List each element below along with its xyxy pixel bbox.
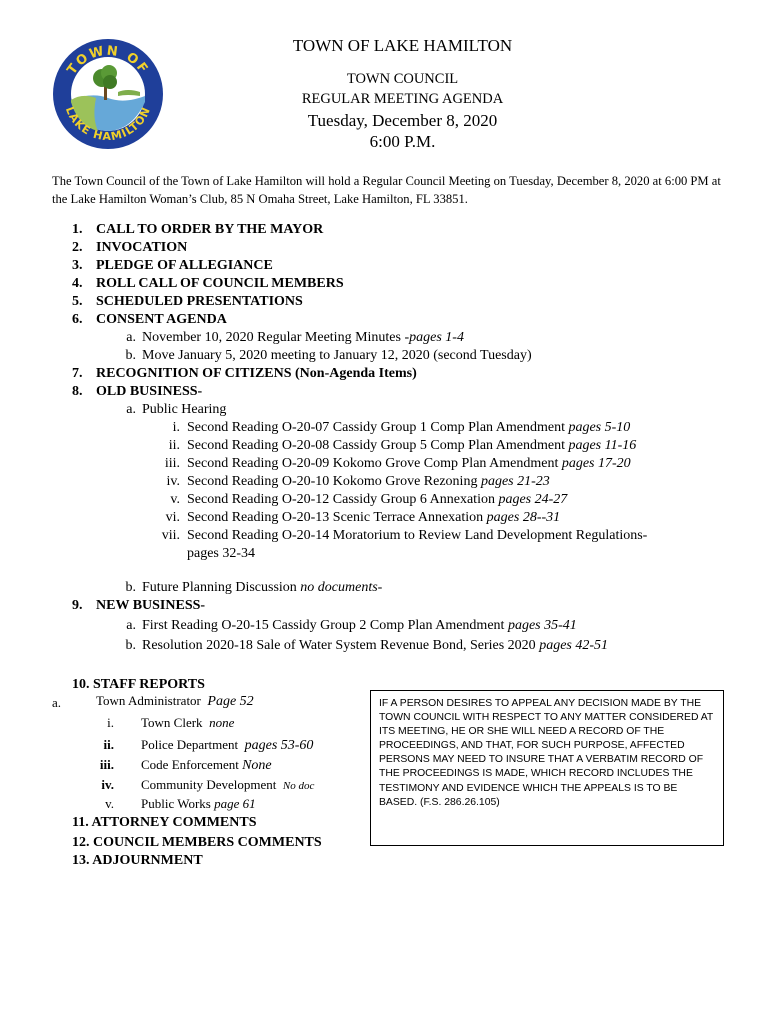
sub-letter: b. [125,638,136,653]
staff-roman: iii. [99,757,114,772]
adjournment: 13. ADJOURNMENT [72,853,203,868]
town-title: TOWN OF LAKE HAMILTON [292,36,513,55]
staff-roman: iv. [101,777,114,792]
item-number: 4. [72,276,83,291]
item-number: 8. [72,384,83,399]
staff-row-police: Police Department pages 53-60 [141,737,314,753]
item-presentations: SCHEDULED PRESENTATIONS [96,294,303,309]
sub-letter: b. [125,348,136,363]
roman-numeral: ii. [168,438,180,453]
meeting-date: Tuesday, December 8, 2020 [307,111,498,130]
reading-row: Second Reading O-20-07 Cassidy Group 1 Comp Plan Amendment pages 5-10 [187,420,631,435]
staff-row-town-clerk: Town Clerk none [141,715,235,730]
staff-letter: a. [52,695,62,710]
item-number: 9. [72,598,83,613]
roman-numeral: v. [170,492,180,507]
item-new-business: NEW BUSINESS- [96,598,206,613]
logo-text-bottom: LAKE HAMILTON [62,104,154,144]
reading-row: Second Reading O-20-09 Kokomo Grove Comp Plan Amendment pages 17-20 [187,456,631,471]
staff-reports-heading: 10. STAFF REPORTS [72,677,205,692]
consent-item-a: November 10, 2020 Regular Meeting Minutes -pages 1-4 [142,330,464,345]
attorney-comments: 11. ATTORNEY COMMENTS [72,815,257,830]
staff-row-community: Community Development No doc [141,777,315,792]
item-number: 5. [72,294,83,309]
logo-text-top: TOWN OF [64,43,152,78]
roman-numeral: vi. [165,510,180,525]
item-number: 1. [72,222,83,237]
roman-numeral: vii. [161,528,180,543]
reading-row: Second Reading O-20-14 Moratorium to Review Land Development Regulations- [187,528,648,543]
future-planning: Future Planning Discussion no documents- [142,580,383,595]
item-invocation: INVOCATION [96,240,188,255]
town-seal-logo [52,38,164,150]
council-title: TOWN COUNCIL [346,71,459,87]
staff-row-public-works: Public Works page 61 [141,796,256,811]
roman-numeral: iv. [166,474,180,489]
new-business-a: First Reading O-20-15 Cassidy Group 2 Comp Plan Amendment pages 35-41 [142,618,577,633]
meeting-time: 6:00 P.M. [369,132,436,151]
sub-letter: a. [126,330,136,345]
council-members-comments: 12. COUNCIL MEMBERS COMMENTS [72,835,322,850]
staff-roman: v. [105,796,114,811]
staff-roman: ii. [103,737,114,752]
item-number: 7. [72,366,83,381]
item-recognition: RECOGNITION OF CITIZENS (Non-Agenda Items) [96,366,417,381]
item-old-business: OLD BUSINESS- [96,384,203,399]
item-call-to-order: CALL TO ORDER BY THE MAYOR [96,222,324,237]
sub-letter: a. [126,402,136,417]
reading-row-continued: pages 32-34 [187,546,256,561]
item-number: 3. [72,258,83,273]
item-number: 2. [72,240,83,255]
reading-row: Second Reading O-20-08 Cassidy Group 5 Comp Plan Amendment pages 11-16 [187,438,637,453]
public-hearing: Public Hearing [142,402,227,417]
item-pledge: PLEDGE OF ALLEGIANCE [96,258,273,273]
new-business-b: Resolution 2020-18 Sale of Water System Revenue Bond, Series 2020 pages 42-51 [142,638,609,653]
agenda-title: REGULAR MEETING AGENDA [301,91,504,107]
reading-row: Second Reading O-20-10 Kokomo Grove Rezoning pages 21-23 [187,474,550,489]
town-administrator: Town Administrator Page 52 [96,693,254,709]
staff-roman: i. [107,715,114,730]
sub-letter: a. [126,618,136,633]
consent-item-b: Move January 5, 2020 meeting to January 12, 2020 (second Tuesday) [142,348,532,363]
roman-numeral: iii. [164,456,180,471]
roman-numeral: i. [172,420,180,435]
item-number: 6. [72,312,83,327]
staff-row-code: Code Enforcement None [141,757,272,773]
sub-letter: b. [125,580,136,595]
item-roll-call: ROLL CALL OF COUNCIL MEMBERS [96,276,344,291]
item-consent-agenda: CONSENT AGENDA [96,312,227,327]
reading-row: Second Reading O-20-13 Scenic Terrace Annexation pages 28--31 [187,510,561,525]
intro-paragraph: The Town Council of the Town of Lake Hamilton will hold a Regular Council Meeting on Tuesday, December 8, 2020 at 6:00 PM at the Lake Hamilton Woman’s Club, 85 N Omaha Street, Lake Hamilton, FL 33851. [52,174,721,206]
appeal-notice-box: IF A PERSON DESIRES TO APPEAL ANY DECISION MADE BY THE TOWN COUNCIL WITH RESPECT TO ANY MATTER CONSIDERED AT ITS MEETING, HE OR SHE WILL NEED A RECORD OF THE PROCEEDINGS, AND THAT, FOR SUCH PURPOSE, AFFECTED PERSONS MAY NEED TO INSURE THAT A VERBATIM RECORD OF THE PROCEEDINGS IS MADE, WHICH RECORD INCLUDES THE TESTIMONY AND EVIDENCE WHICH THE APPEALS IS TO BE BASED. (F.S. 286.26.105) [370,690,724,846]
reading-row: Second Reading O-20-12 Cassidy Group 6 Annexation pages 24-27 [187,492,568,507]
